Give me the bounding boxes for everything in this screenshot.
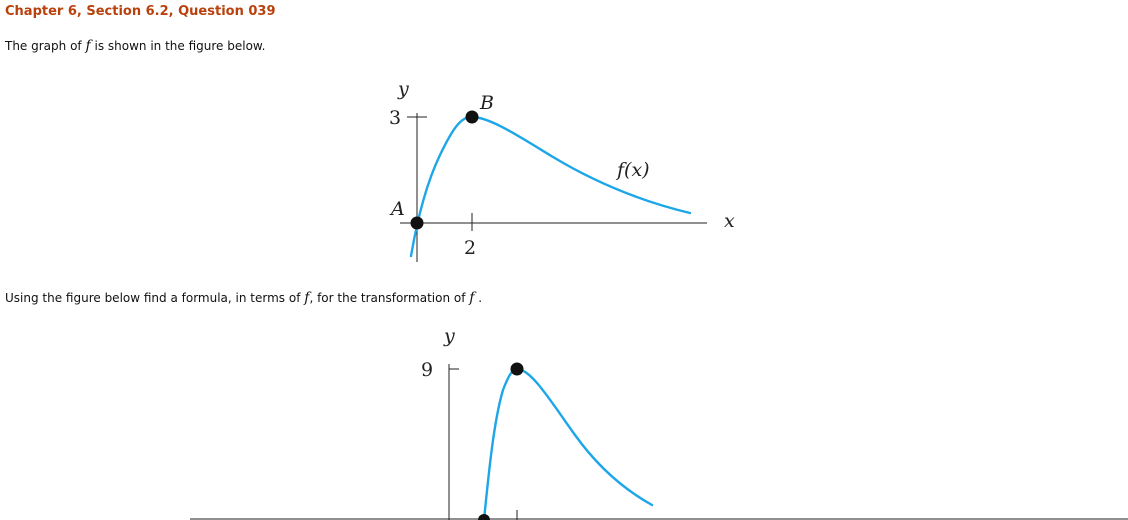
prompt-text-before: Using the figure below find a formula, in terms of <box>5 291 301 305</box>
point-a <box>411 217 424 230</box>
transformed-maximum-point <box>511 363 524 376</box>
point-b <box>466 111 479 124</box>
y-axis-label-2: y <box>444 325 455 347</box>
transformed-x-intercept-point <box>478 514 490 520</box>
x-axis-label: x <box>724 210 735 232</box>
y-tick-label-2: 9 <box>421 359 434 381</box>
page-title: Chapter 6, Section 6.2, Question 039 <box>5 4 276 19</box>
prompt-function-symbol: f <box>304 290 310 306</box>
y-tick-label: 3 <box>389 107 402 129</box>
figure-transformed-graph <box>190 325 1128 520</box>
prompt-text-end: . <box>478 291 483 305</box>
point-a-label: A <box>391 198 405 220</box>
intro-text-after: is shown in the figure below. <box>94 39 266 53</box>
point-b-label: B <box>480 92 494 114</box>
curve-label: f(x) <box>617 159 650 181</box>
figure-original-graph <box>389 78 735 262</box>
prompt-function-symbol-2: f <box>469 290 475 306</box>
prompt-text-middle: , for the transformation of <box>309 291 466 305</box>
x-tick-label: 2 <box>464 237 477 259</box>
intro-text-before: The graph of <box>5 39 82 53</box>
intro-function-symbol: f <box>85 38 91 54</box>
function-curve <box>411 117 690 256</box>
transformed-curve <box>484 369 652 520</box>
y-axis-label: y <box>398 78 409 100</box>
